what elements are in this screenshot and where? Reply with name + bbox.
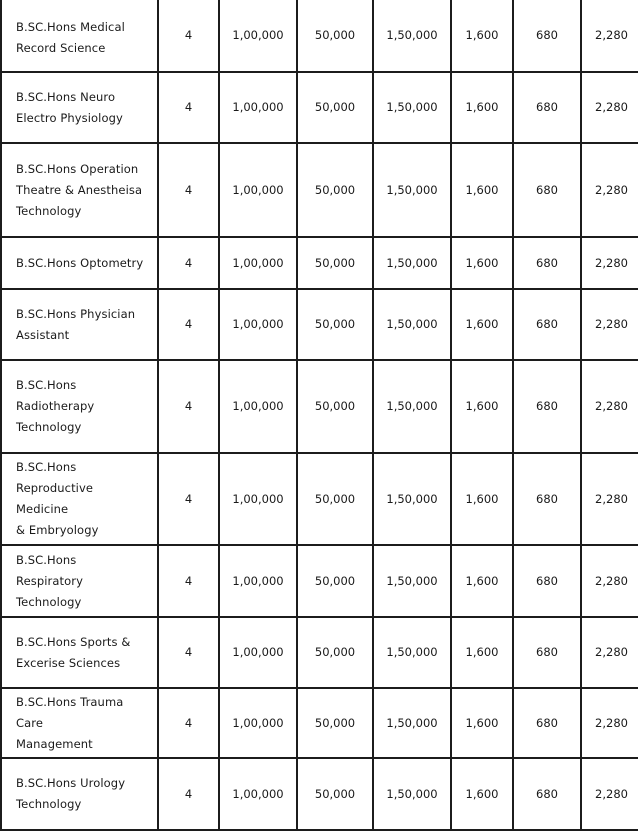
table-row — [1, 545, 638, 617]
course-name-line: Assistant — [16, 327, 70, 342]
tuition-fee-cell: 1,00,000 — [219, 688, 297, 758]
course-name-cell — [1, 360, 158, 453]
tuition-fee-cell: 1,00,000 — [219, 0, 297, 72]
course-name-line: & Embryology — [16, 523, 99, 537]
table-row — [1, 617, 638, 688]
fee-c-cell: 2,280 — [581, 237, 638, 289]
fee-c-cell: 2,280 — [581, 289, 638, 360]
course-name-line: Technology — [16, 797, 82, 811]
fee-b-cell: 680 — [513, 237, 581, 289]
course-name-line: Excerise Sciences — [16, 655, 121, 670]
course-name-line: B.SC.Hons Neuro — [16, 89, 116, 104]
course-name-cell — [1, 0, 158, 72]
course-name-line: Reproductive Medicine — [16, 481, 94, 516]
course-name-cell — [1, 617, 158, 688]
tuition-fee-cell: 1,00,000 — [219, 237, 297, 289]
total-fee-cell: 1,50,000 — [373, 617, 451, 688]
course-name-line: Radiotherapy — [16, 399, 95, 413]
course-name-line: Technology — [16, 420, 82, 434]
fee-b-cell: 680 — [513, 143, 581, 237]
duration-years-cell: 4 — [158, 758, 219, 830]
course-name-line: B.SC.Hons Optometry — [16, 255, 144, 270]
fee-a-cell: 1,600 — [451, 617, 513, 688]
total-fee-cell: 1,50,000 — [373, 0, 451, 72]
fee-a-cell: 1,600 — [451, 758, 513, 830]
total-fee-cell: 1,50,000 — [373, 72, 451, 143]
fee-b-cell: 680 — [513, 0, 581, 72]
fee-a-cell: 1,600 — [451, 545, 513, 617]
total-fee-cell: 1,50,000 — [373, 688, 451, 758]
hostel-fee-cell: 50,000 — [297, 453, 373, 545]
table-row — [1, 237, 638, 289]
duration-years-cell: 4 — [158, 0, 219, 72]
fee-a-cell: 1,600 — [451, 360, 513, 453]
fee-c-cell: 2,280 — [581, 758, 638, 830]
tuition-fee-cell: 1,00,000 — [219, 617, 297, 688]
course-name-cell — [1, 289, 158, 360]
hostel-fee-cell: 50,000 — [297, 237, 373, 289]
course-name-line: Technology — [16, 203, 82, 218]
table-row — [1, 0, 638, 72]
duration-years-cell: 4 — [158, 143, 219, 237]
hostel-fee-cell: 50,000 — [297, 72, 373, 143]
course-name-cell — [1, 72, 158, 143]
course-name-cell — [1, 143, 158, 237]
fee-a-cell: 1,600 — [451, 72, 513, 143]
course-name-line: B.SC.Hons Physician — [16, 306, 136, 321]
course-name-cell — [1, 453, 158, 545]
fee-b-cell: 680 — [513, 72, 581, 143]
tuition-fee-cell: 1,00,000 — [219, 289, 297, 360]
course-name-line: B.SC.Hons Urology — [16, 776, 126, 790]
hostel-fee-cell: 50,000 — [297, 617, 373, 688]
hostel-fee-cell: 50,000 — [297, 143, 373, 237]
duration-years-cell: 4 — [158, 72, 219, 143]
table-row — [1, 360, 638, 453]
total-fee-cell: 1,50,000 — [373, 237, 451, 289]
fee-c-cell: 2,280 — [581, 453, 638, 545]
total-fee-cell: 1,50,000 — [373, 453, 451, 545]
total-fee-cell: 1,50,000 — [373, 289, 451, 360]
fee-b-cell: 680 — [513, 688, 581, 758]
hostel-fee-cell: 50,000 — [297, 688, 373, 758]
course-name-line: B.SC.Hons Medical — [16, 20, 125, 34]
duration-years-cell: 4 — [158, 237, 219, 289]
course-name-cell — [1, 237, 158, 289]
course-name-cell — [1, 758, 158, 830]
table-row — [1, 143, 638, 237]
fee-a-cell: 1,600 — [451, 237, 513, 289]
course-name-line: B.SC.Hons Respiratory — [16, 552, 83, 588]
total-fee-cell: 1,50,000 — [373, 143, 451, 237]
hostel-fee-cell: 50,000 — [297, 545, 373, 617]
course-name-line: Theatre & Anestheisa — [16, 182, 143, 197]
tuition-fee-cell: 1,00,000 — [219, 360, 297, 453]
hostel-fee-cell: 50,000 — [297, 0, 373, 72]
fee-a-cell: 1,600 — [451, 143, 513, 237]
course-name-line: Management — [16, 736, 93, 751]
fee-c-cell: 2,280 — [581, 688, 638, 758]
fee-b-cell: 680 — [513, 360, 581, 453]
total-fee-cell: 1,50,000 — [373, 360, 451, 453]
hostel-fee-cell: 50,000 — [297, 758, 373, 830]
course-name-line: Electro Physiology — [16, 110, 123, 125]
tuition-fee-cell: 1,00,000 — [219, 758, 297, 830]
course-name-line: Technology — [16, 594, 82, 609]
total-fee-cell: 1,50,000 — [373, 545, 451, 617]
fee-a-cell: 1,600 — [451, 0, 513, 72]
duration-years-cell: 4 — [158, 688, 219, 758]
tuition-fee-cell: 1,00,000 — [219, 545, 297, 617]
tuition-fee-cell: 1,00,000 — [219, 72, 297, 143]
fee-c-cell: 2,280 — [581, 545, 638, 617]
duration-years-cell: 4 — [158, 545, 219, 617]
total-fee-cell: 1,50,000 — [373, 758, 451, 830]
course-name-line: Record Science — [16, 41, 106, 55]
course-name-line: B.SC.Hons Operation — [16, 161, 139, 176]
table-row — [1, 758, 638, 830]
tuition-fee-cell: 1,00,000 — [219, 143, 297, 237]
fee-b-cell: 680 — [513, 617, 581, 688]
duration-years-cell: 4 — [158, 289, 219, 360]
course-name-line: B.SC.Hons Trauma Care — [16, 694, 124, 730]
table-row — [1, 688, 638, 758]
course-name-line: B.SC.Hons — [16, 460, 77, 474]
table-row — [1, 289, 638, 360]
course-name-line: B.SC.Hons — [16, 378, 77, 392]
table-row — [1, 453, 638, 545]
fee-c-cell: 2,280 — [581, 72, 638, 143]
tuition-fee-cell: 1,00,000 — [219, 453, 297, 545]
fee-a-cell: 1,600 — [451, 453, 513, 545]
fee-c-cell: 2,280 — [581, 143, 638, 237]
course-fee-table-body — [1, 0, 638, 830]
table-row — [1, 72, 638, 143]
fee-b-cell: 680 — [513, 545, 581, 617]
fee-b-cell: 680 — [513, 453, 581, 545]
fee-c-cell: 2,280 — [581, 617, 638, 688]
fee-b-cell: 680 — [513, 289, 581, 360]
fee-b-cell: 680 — [513, 758, 581, 830]
course-name-cell — [1, 688, 158, 758]
hostel-fee-cell: 50,000 — [297, 289, 373, 360]
duration-years-cell: 4 — [158, 617, 219, 688]
course-name-cell — [1, 545, 158, 617]
duration-years-cell: 4 — [158, 360, 219, 453]
course-name-line: B.SC.Hons Sports & — [16, 634, 131, 649]
fee-a-cell: 1,600 — [451, 688, 513, 758]
duration-years-cell: 4 — [158, 453, 219, 545]
hostel-fee-cell: 50,000 — [297, 360, 373, 453]
fee-a-cell: 1,600 — [451, 289, 513, 360]
fee-c-cell: 2,280 — [581, 0, 638, 72]
fee-c-cell: 2,280 — [581, 360, 638, 453]
